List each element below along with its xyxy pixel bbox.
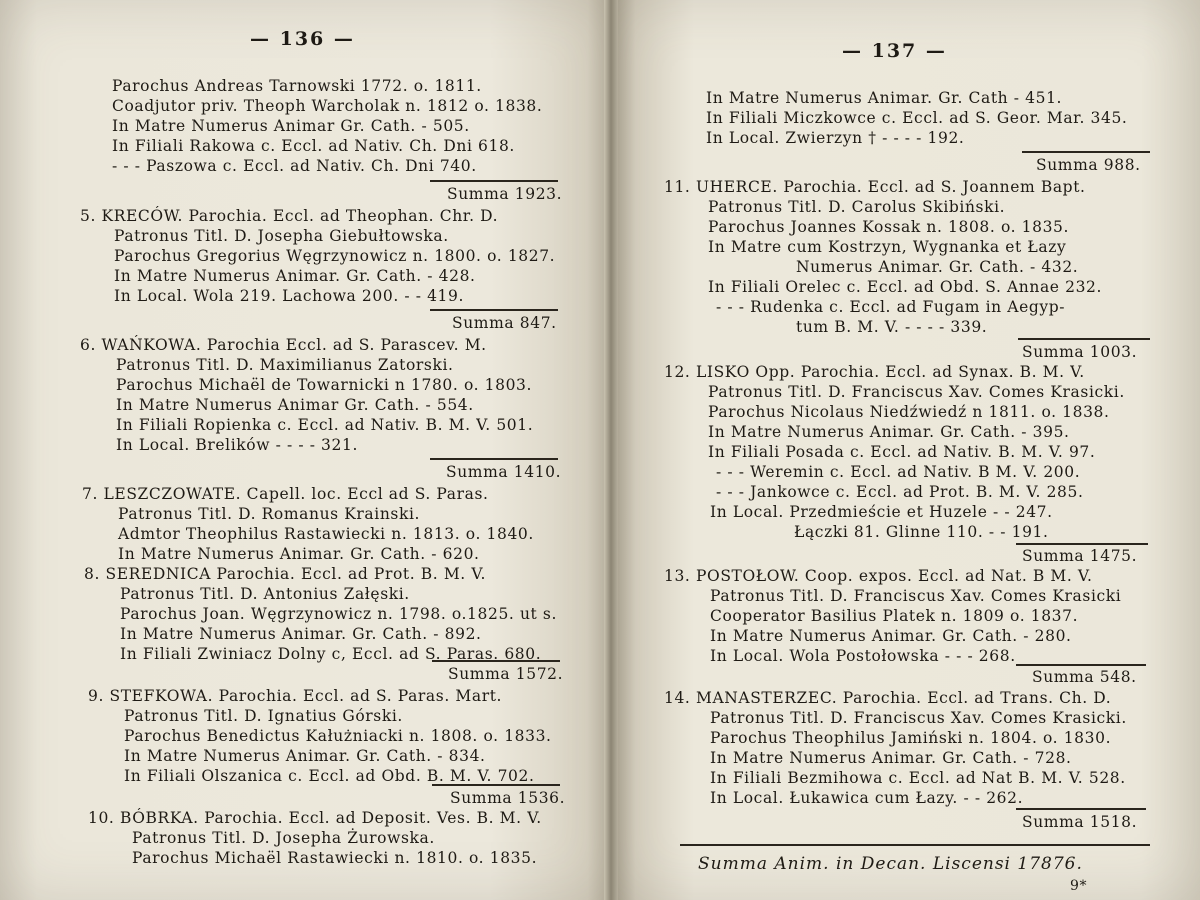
text-line: In Filiali Bezmihowa c. Eccl. ad Nat B. M. V. 528.: [710, 769, 1126, 787]
summa-line: Summa 1410.: [446, 463, 562, 481]
text-line: Parochus Gregorius Węgrzynowicz n. 1800. o. 1827.: [114, 247, 556, 265]
text-line: Patronus Titl. D. Romanus Krainski.: [118, 505, 421, 523]
entry-heading: 13. POSTOŁOW. Coop. expos. Eccl. ad Nat. B M. V.: [664, 567, 1093, 585]
text-line: Parochus Joan. Węgrzynowicz n. 1798. o.1825. ut s.: [120, 605, 557, 623]
text-line: In Matre cum Kostrzyn, Wygnanka et Łazy: [708, 238, 1067, 256]
text-line: In Local. Łukawica cum Łazy. - - 262.: [710, 789, 1024, 807]
text-line: tum B. M. V. - - - - 339.: [796, 318, 988, 336]
summa-line: Summa 1572.: [448, 665, 564, 683]
book-gutter: [604, 0, 618, 900]
text-line: Numerus Animar. Gr. Cath. - 432.: [796, 258, 1079, 276]
text-line: In Filiali Zwiniacz Dolny c, Eccl. ad S. Paras. 680.: [120, 645, 542, 663]
text-line: Parochus Michaël Rastawiecki n. 1810. o. 1835.: [132, 849, 538, 867]
text-line: In Filiali Olszanica c. Eccl. ad Obd. B. M. V. 702.: [124, 767, 535, 785]
text-line: - - - Weremin c. Eccl. ad Nativ. B M. V. 200.: [716, 463, 1081, 481]
summa-line: Summa 1923.: [447, 185, 563, 203]
text-line: Parochus Andreas Tarnowski 1772. o. 1811.: [112, 77, 482, 95]
text-line: In Matre Numerus Animar. Gr. Cath. - 728.: [710, 749, 1072, 767]
entry-heading: 10. BÓBRKA. Parochia. Eccl. ad Deposit. Ves. B. M. V.: [88, 809, 542, 827]
summa-line: Summa 847.: [452, 314, 557, 332]
sum-rule: [430, 309, 558, 311]
sum-rule: [430, 458, 558, 460]
entry-heading: 5. KRECÓW. Parochia. Eccl. ad Theophan. Chr. D.: [80, 207, 499, 225]
text-line: Patronus Titl. D. Carolus Skibiński.: [708, 198, 1006, 216]
text-line: Patronus Titl. D. Franciscus Xav. Comes Krasicki.: [708, 383, 1125, 401]
sum-rule: [1022, 151, 1150, 153]
text-line: In Local. Wola Postołowska - - - 268.: [710, 647, 1016, 665]
text-line: In Matre Numerus Animar. Gr. Cath. - 280.: [710, 627, 1072, 645]
summa-line: Summa 1475.: [1022, 547, 1138, 565]
text-line: Patronus Titl. D. Franciscus Xav. Comes Krasicki.: [710, 709, 1127, 727]
signature-mark: 9*: [1070, 878, 1088, 894]
summa-line: Summa 988.: [1036, 156, 1141, 174]
text-line: - - - Jankowce c. Eccl. ad Prot. B. M. V. 285.: [716, 483, 1084, 501]
sum-rule: [1018, 338, 1150, 340]
entry-heading: 8. SEREDNICA Parochia. Eccl. ad Prot. B. M. V.: [84, 565, 486, 583]
text-line: Patronus Titl. D. Ignatius Górski.: [124, 707, 403, 725]
text-line: In Filiali Orelec c. Eccl. ad Obd. S. Annae 232.: [708, 278, 1103, 296]
text-line: Parochus Nicolaus Niedźwiedź n 1811. o. 1838.: [708, 403, 1110, 421]
text-line: - - - Paszowa c. Eccl. ad Nativ. Ch. Dni 740.: [112, 157, 477, 175]
text-line: In Filiali Posada c. Eccl. ad Nativ. B. M. V. 97.: [708, 443, 1096, 461]
text-line: In Local. Przedmieście et Huzele - - 247.: [710, 503, 1053, 521]
entry-heading: 14. MANASTERZEC. Parochia. Eccl. ad Trans. Ch. D.: [664, 689, 1112, 707]
text-line: In Filiali Rakowa c. Eccl. ad Nativ. Ch. Dni 618.: [112, 137, 515, 155]
entry-heading: 11. UHERCE. Parochia. Eccl. ad S. Joannem Bapt.: [664, 178, 1086, 196]
text-line: Admtor Theophilus Rastawiecki n. 1813. o. 1840.: [118, 525, 534, 543]
text-line: Patronus Titl. D. Josepha Giebułtowska.: [114, 227, 449, 245]
text-line: In Local. Wola 219. Lachowa 200. - - 419.: [114, 287, 465, 305]
text-line: In Filiali Miczkowce c. Eccl. ad S. Geor. Mar. 345.: [706, 109, 1128, 127]
page-number-left: — 136 —: [250, 28, 355, 50]
sum-rule: [432, 660, 560, 662]
text-line: Parochus Theophilus Jamiński n. 1804. o. 1830.: [710, 729, 1112, 747]
text-line: Patronus Titl. D. Josepha Żurowska.: [132, 829, 435, 847]
text-line: In Matre Numerus Animar. Gr. Cath. - 428.: [114, 267, 476, 285]
text-line: In Matre Numerus Animar Gr. Cath. - 505.: [112, 117, 470, 135]
text-line: In Matre Numerus Animar. Gr. Cath. - 395.: [708, 423, 1070, 441]
summa-line: Summa 1536.: [450, 789, 566, 807]
sum-rule: [1016, 664, 1146, 666]
text-line: Patronus Titl. D. Antonius Załęski.: [120, 585, 410, 603]
text-line: In Matre Numerus Animar. Gr. Cath. - 834.: [124, 747, 486, 765]
text-line: In Matre Numerus Animar. Gr. Cath - 451.: [706, 89, 1063, 107]
text-line: Coadjutor priv. Theoph Warcholak n. 1812 o. 1838.: [112, 97, 543, 115]
text-line: Patronus Titl. D. Maximilianus Zatorski.: [116, 356, 454, 374]
sum-rule: [432, 784, 560, 786]
decanate-total: Summa Anim. in Decan. Liscensi 17876.: [698, 854, 1083, 874]
text-line: In Matre Numerus Animar Gr. Cath. - 554.: [116, 396, 474, 414]
text-line: In Local. Zwierzyn † - - - - 192.: [706, 129, 965, 147]
text-line: Patronus Titl. D. Franciscus Xav. Comes Krasicki: [710, 587, 1122, 605]
text-line: In Matre Numerus Animar. Gr. Cath. - 620.: [118, 545, 480, 563]
sum-rule: [1016, 808, 1146, 810]
text-line: Parochus Michaël de Towarnicki n 1780. o. 1803.: [116, 376, 533, 394]
text-line: - - - Rudenka c. Eccl. ad Fugam in Aegyp-: [716, 298, 1066, 316]
sum-rule: [430, 180, 558, 182]
entry-heading: 9. STEFKOWA. Parochia. Eccl. ad S. Paras. Mart.: [88, 687, 503, 705]
summa-line: Summa 1003.: [1022, 343, 1138, 361]
entry-heading: 6. WAŃKOWA. Parochia Eccl. ad S. Parascev. M.: [80, 336, 487, 354]
text-line: Parochus Joannes Kossak n. 1808. o. 1835.: [708, 218, 1070, 236]
text-line: Parochus Benedictus Kałużniacki n. 1808. o. 1833.: [124, 727, 552, 745]
text-line: In Local. Brelików - - - - 321.: [116, 436, 358, 454]
summa-line: Summa 1518.: [1022, 813, 1138, 831]
text-line: In Matre Numerus Animar. Gr. Cath. - 892.: [120, 625, 482, 643]
sum-rule: [1016, 543, 1148, 545]
text-line: In Filiali Ropienka c. Eccl. ad Nativ. B. M. V. 501.: [116, 416, 534, 434]
page-number-right: — 137 —: [842, 40, 947, 62]
text-line: Łączki 81. Glinne 110. - - 191.: [794, 523, 1049, 541]
entry-heading: 12. LISKO Opp. Parochia. Eccl. ad Synax. B. M. V.: [664, 363, 1085, 381]
entry-heading: 7. LESZCZOWATE. Capell. loc. Eccl ad S. Paras.: [82, 485, 489, 503]
total-rule: [680, 844, 1150, 846]
summa-line: Summa 548.: [1032, 668, 1137, 686]
text-line: Cooperator Basilius Platek n. 1809 o. 1837.: [710, 607, 1079, 625]
